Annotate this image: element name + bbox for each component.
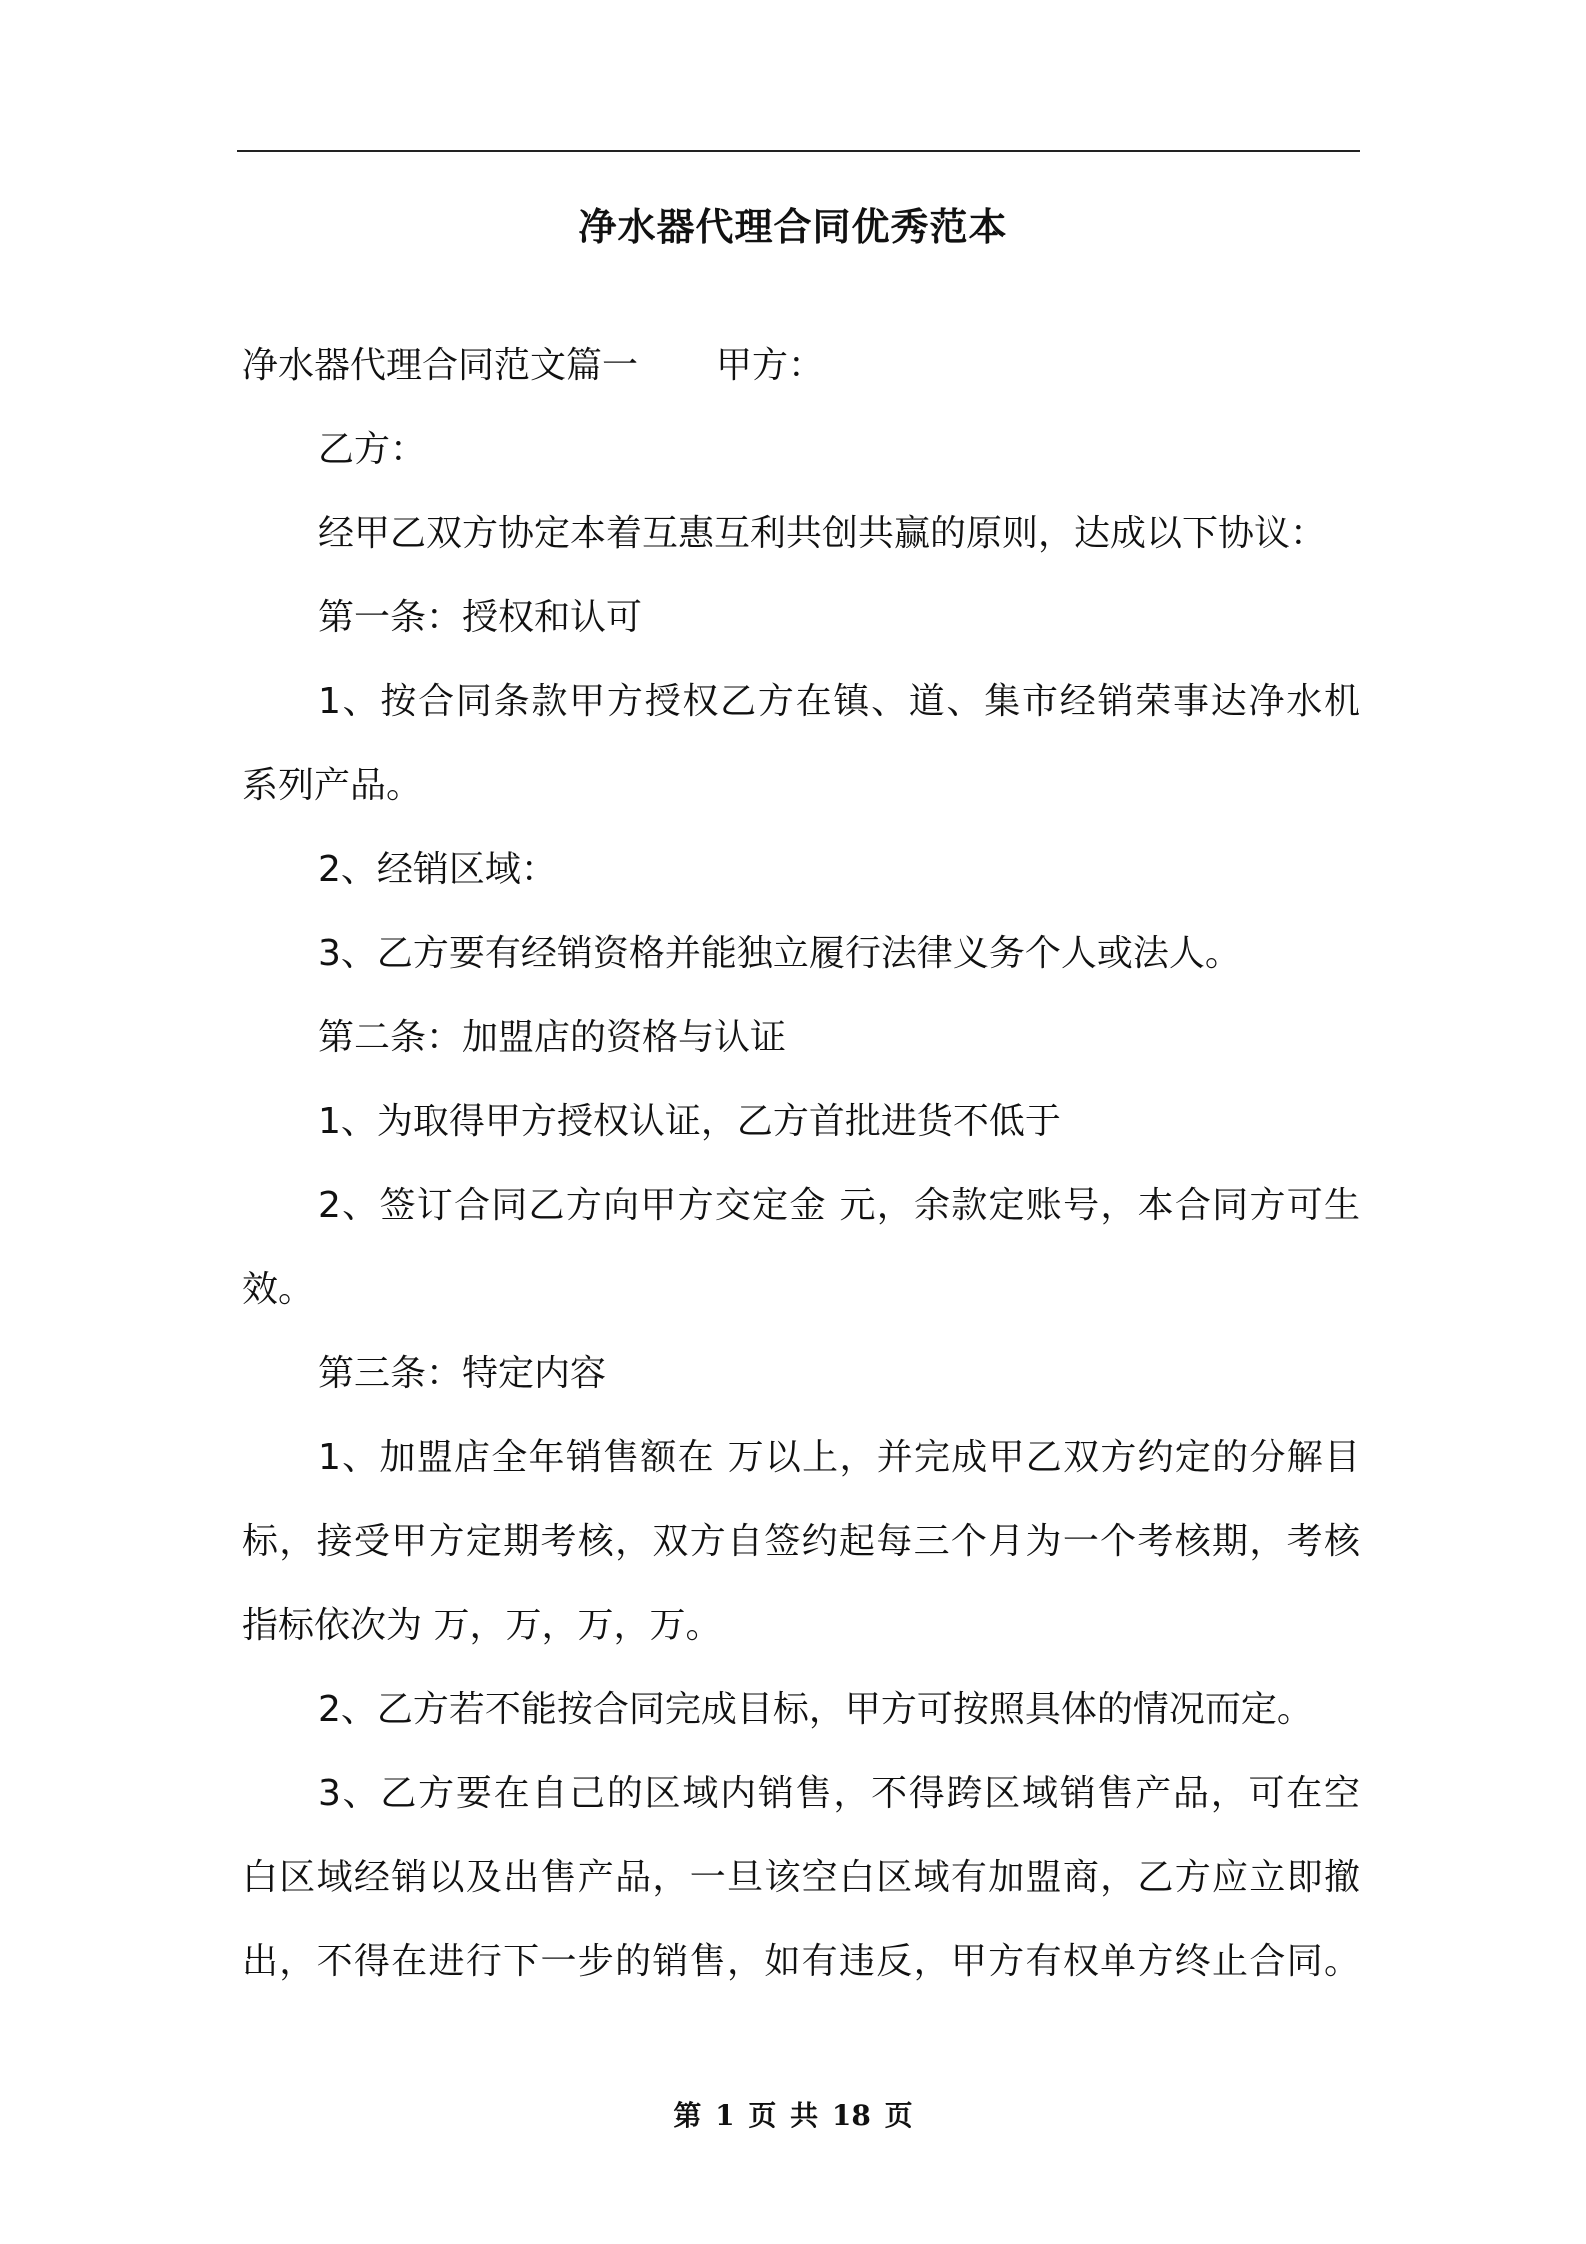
paragraph-line: 1、按合同条款甲方授权乙方在镇、道、集市经销荣事达净水机 xyxy=(318,681,1360,722)
paragraph-line: 2、经销区域： xyxy=(318,849,557,890)
party-b-label: 乙方： xyxy=(318,429,427,470)
paragraph-line: 出，不得在进行下一步的销售，如有违反，甲方有权单方终止合同。 xyxy=(242,1941,1360,1982)
article-heading: 第三条：特定内容 xyxy=(318,1353,607,1394)
paragraph-line: 1、加盟店全年销售额在 万以上，并完成甲乙双方约定的分解目 xyxy=(318,1437,1360,1478)
paragraph-line: 2、签订合同乙方向甲方交定金 元，余款定账号，本合同方可生 xyxy=(318,1185,1360,1226)
paragraph-line: 白区域经销以及出售产品，一旦该空白区域有加盟商，乙方应立即撤 xyxy=(242,1857,1360,1898)
article-heading: 第一条：授权和认可 xyxy=(318,597,643,638)
document-body xyxy=(242,324,1360,2004)
paragraph-line: 1、为取得甲方授权认证，乙方首批进货不低于 xyxy=(318,1101,1061,1142)
paragraph-line: 标，接受甲方定期考核，双方自签约起每三个月为一个考核期，考核 xyxy=(242,1521,1360,1562)
paragraph-line: 经甲乙双方协定本着互惠互利共创共赢的原则，达成以下协议： xyxy=(318,513,1327,554)
paragraph-line: 系列产品。 xyxy=(242,765,423,806)
section-heading: 净水器代理合同范文篇一 xyxy=(242,345,639,386)
paragraph-line: 3、乙方要在自己的区域内销售，不得跨区域销售产品，可在空 xyxy=(318,1773,1360,1814)
paragraph-line: 指标依次为 万，万，万，万。 xyxy=(242,1605,722,1646)
party-a-label: 甲方： xyxy=(716,345,825,386)
paragraph-line: 3、乙方要有经销资格并能独立履行法律义务个人或法人。 xyxy=(318,933,1241,974)
page-number-footer: 第 1 页 共 18 页 xyxy=(673,2099,913,2132)
document-title: 净水器代理合同优秀范本 xyxy=(578,205,1008,249)
paragraph-line: 效。 xyxy=(242,1269,315,1310)
paragraph-line: 2、乙方若不能按合同完成目标，甲方可按照具体的情况而定。 xyxy=(318,1689,1313,1730)
header-rule xyxy=(237,150,1360,152)
section-heading-line xyxy=(242,324,1360,408)
article-heading: 第二条：加盟店的资格与认证 xyxy=(318,1017,787,1058)
